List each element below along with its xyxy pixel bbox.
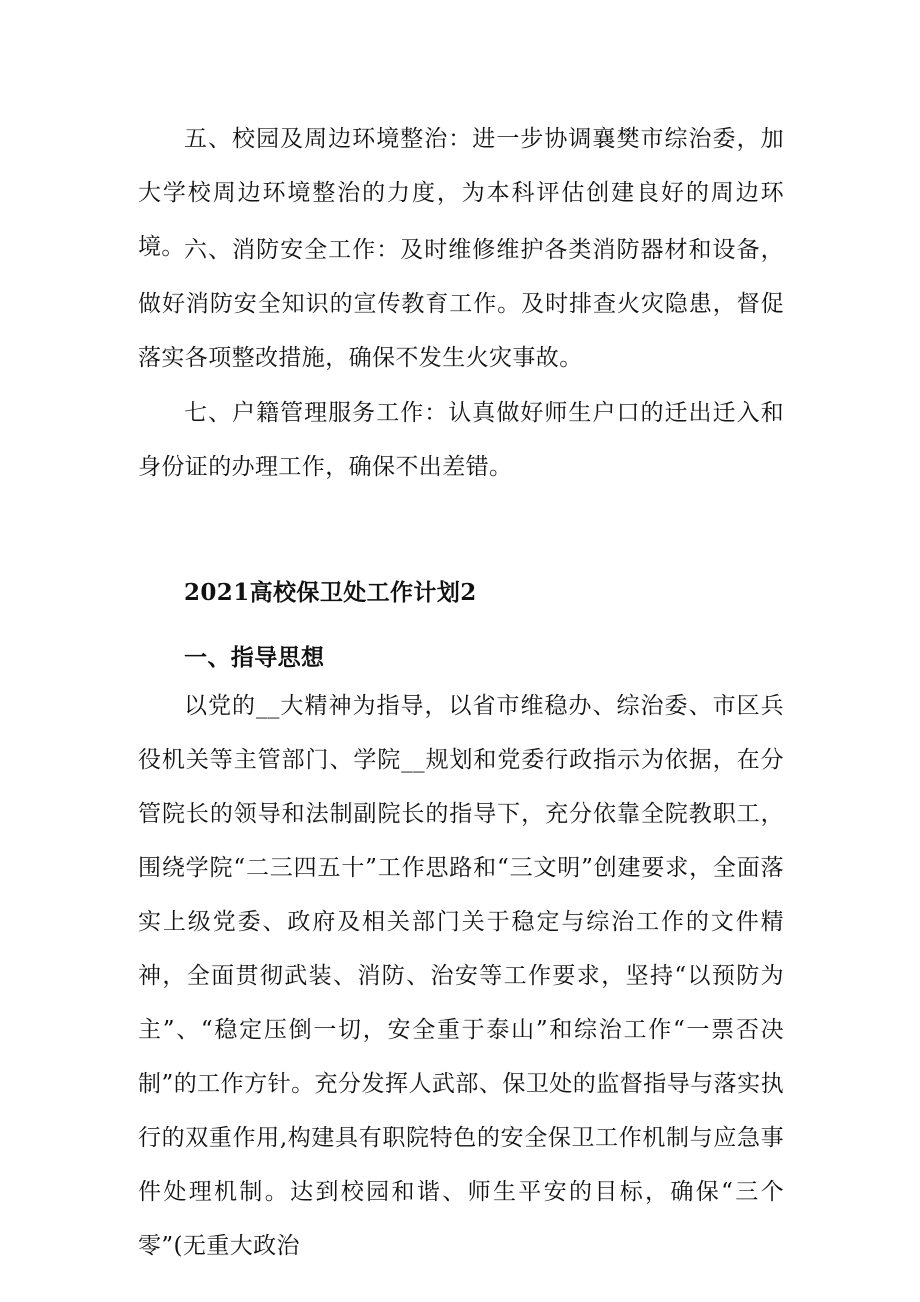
paragraph-fire-safety: 六、消防安全工作：及时维修维护各类消防器材和设备，做好消防安全知识的宣传教育工作。及时排查火灾隐患，督促落实各项整改措施，确保不发生火灾事故。 [138, 237, 784, 371]
paragraph-household-registration: 七、户籍管理服务工作：认真做好师生户口的迁出迁入和身份证的办理工作，确保不出差错。 [138, 400, 784, 480]
paragraph-campus-environment: 五、校园及周边环境整治：进一步协调襄樊市综治委，加大学校周边环境整治的力度，为本科评估创建良好的周边环境。 [138, 126, 784, 260]
section-title: 2021高校保卫处工作计划2 [184, 579, 477, 606]
subheading-guiding-ideology: 一、指导思想 [184, 644, 325, 671]
paragraph-guiding-ideology-body: 以党的__大精神为指导，以省市维稳办、综治委、市区兵役机关等主管部门、学院__规划和党委行政指示为依据，在分管院长的领导和法制副院长的指导下，充分依靠全院教职工，围绕学院“二三四五十”工作思路和“三文明”创建要求，全面落实上级党委、政府及相关部门关于稳定与综治工作的文件精神，全面贯彻武装、消防、治安等工作要求，坚持“以预防为主”、“稳定压倒一切，安全重于泰山”和综治工作“一票否决制”的工作方针。充分发挥人武部、保卫处的监督指导与落实执行的双重作用,构建具有职院特色的安全保卫工作机制与应急事件处理机制。达到校园和谐、师生平安的目标，确保“三个零”(无重大政治 [138, 693, 784, 1259]
